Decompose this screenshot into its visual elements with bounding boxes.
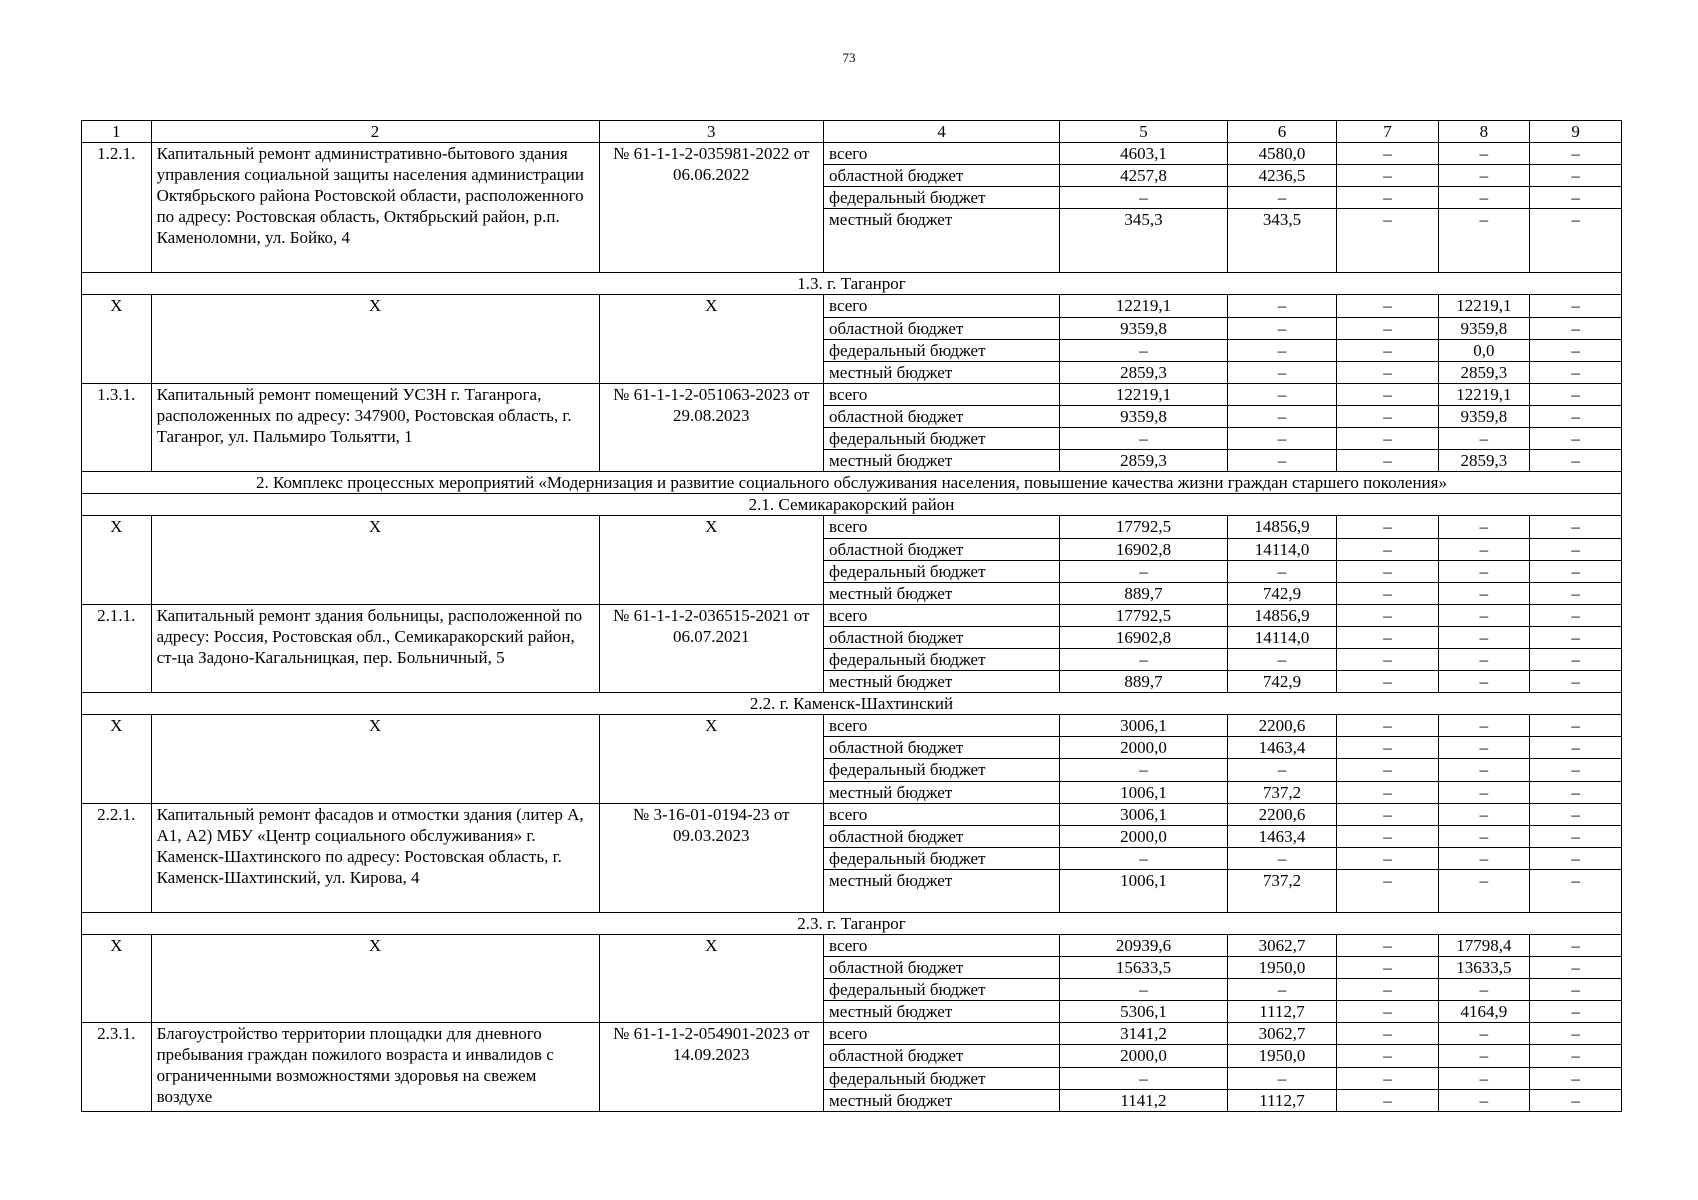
item-number: 2.3.1. xyxy=(82,1023,152,1111)
value-cell: 0,0 xyxy=(1438,339,1530,361)
value-cell: 2200,6 xyxy=(1227,715,1337,737)
value-cell: – xyxy=(1337,1045,1438,1067)
section-title: 1.3. г. Таганрог xyxy=(82,273,1622,295)
fund-label: всего xyxy=(824,143,1060,165)
fund-label: областной бюджет xyxy=(824,538,1060,560)
value-cell: – xyxy=(1227,187,1337,209)
fund-label: местный бюджет xyxy=(824,781,1060,803)
value-cell: – xyxy=(1530,737,1622,759)
value-cell: – xyxy=(1227,383,1337,405)
value-cell: – xyxy=(1438,781,1530,803)
value-cell: 5306,1 xyxy=(1060,1001,1228,1023)
value-cell: – xyxy=(1530,671,1622,693)
table-row xyxy=(82,383,1622,405)
item-name: Благоустройство территории площадки для дневного пребывания граждан пожилого возраста и инвалидов с ограниченными возможностями здоровья на свежем воздухе xyxy=(151,1023,599,1111)
value-cell: – xyxy=(1530,979,1622,1001)
value-cell: – xyxy=(1530,516,1622,538)
fund-label: местный бюджет xyxy=(824,361,1060,383)
fund-label: местный бюджет xyxy=(824,450,1060,472)
section-row xyxy=(82,472,1622,494)
value-cell: – xyxy=(1530,560,1622,582)
value-cell: – xyxy=(1530,361,1622,383)
value-cell: 1463,4 xyxy=(1227,737,1337,759)
table-header-row xyxy=(82,121,1622,143)
value-cell: – xyxy=(1438,869,1530,912)
value-cell: – xyxy=(1530,295,1622,317)
value-cell: – xyxy=(1530,209,1622,273)
fund-label: федеральный бюджет xyxy=(824,1067,1060,1089)
value-cell: – xyxy=(1530,935,1622,957)
fund-label: всего xyxy=(824,295,1060,317)
value-cell: – xyxy=(1530,1023,1622,1045)
value-cell: – xyxy=(1530,383,1622,405)
fund-label: всего xyxy=(824,383,1060,405)
value-cell: – xyxy=(1438,1045,1530,1067)
value-cell: – xyxy=(1530,339,1622,361)
value-cell: 2200,6 xyxy=(1227,803,1337,825)
value-cell: – xyxy=(1530,648,1622,670)
fund-label: областной бюджет xyxy=(824,317,1060,339)
x-mark: Х xyxy=(599,935,824,1023)
value-cell: – xyxy=(1060,187,1228,209)
value-cell: 889,7 xyxy=(1060,671,1228,693)
fund-label: всего xyxy=(824,803,1060,825)
value-cell: – xyxy=(1337,803,1438,825)
value-cell: – xyxy=(1438,428,1530,450)
table-row xyxy=(82,604,1622,626)
value-cell: 14114,0 xyxy=(1227,538,1337,560)
value-cell: 742,9 xyxy=(1227,582,1337,604)
value-cell: – xyxy=(1337,869,1438,912)
value-cell: – xyxy=(1337,450,1438,472)
table-row xyxy=(82,803,1622,825)
value-cell: – xyxy=(1337,187,1438,209)
value-cell: 3062,7 xyxy=(1227,935,1337,957)
fund-label: федеральный бюджет xyxy=(824,759,1060,781)
fund-label: федеральный бюджет xyxy=(824,847,1060,869)
value-cell: 20939,6 xyxy=(1060,935,1228,957)
item-name: Капитальный ремонт помещений УСЗН г. Таганрога, расположенных по адресу: 347900, Ростовская область, г. Таганрог, ул. Пальмиро Тольятти, 1 xyxy=(151,383,599,471)
fund-label: всего xyxy=(824,516,1060,538)
column-header: 7 xyxy=(1337,121,1438,143)
fund-label: всего xyxy=(824,715,1060,737)
value-cell: – xyxy=(1337,361,1438,383)
value-cell: – xyxy=(1438,1067,1530,1089)
value-cell: – xyxy=(1530,957,1622,979)
fund-label: федеральный бюджет xyxy=(824,187,1060,209)
value-cell: 12219,1 xyxy=(1060,295,1228,317)
table-row xyxy=(82,1023,1622,1045)
fund-label: областной бюджет xyxy=(824,737,1060,759)
value-cell: 1112,7 xyxy=(1227,1089,1337,1111)
value-cell: 4257,8 xyxy=(1060,165,1228,187)
value-cell: – xyxy=(1337,781,1438,803)
value-cell: 3062,7 xyxy=(1227,1023,1337,1045)
value-cell: – xyxy=(1227,405,1337,427)
column-header: 1 xyxy=(82,121,152,143)
value-cell: – xyxy=(1337,560,1438,582)
value-cell: 742,9 xyxy=(1227,671,1337,693)
value-cell: 9359,8 xyxy=(1060,317,1228,339)
fund-label: местный бюджет xyxy=(824,1089,1060,1111)
value-cell: – xyxy=(1438,979,1530,1001)
column-header: 5 xyxy=(1060,121,1228,143)
value-cell: 1141,2 xyxy=(1060,1089,1228,1111)
column-header: 4 xyxy=(824,121,1060,143)
value-cell: – xyxy=(1227,317,1337,339)
fund-label: областной бюджет xyxy=(824,405,1060,427)
fund-label: всего xyxy=(824,604,1060,626)
value-cell: – xyxy=(1530,405,1622,427)
fund-label: областной бюджет xyxy=(824,626,1060,648)
value-cell: 15633,5 xyxy=(1060,957,1228,979)
value-cell: – xyxy=(1337,759,1438,781)
item-document: № 61-1-1-2-036515-2021 от 06.07.2021 xyxy=(599,604,824,692)
value-cell: – xyxy=(1337,737,1438,759)
value-cell: – xyxy=(1337,383,1438,405)
financing-table xyxy=(81,120,1622,1112)
value-cell: – xyxy=(1530,1067,1622,1089)
column-header: 6 xyxy=(1227,121,1337,143)
value-cell: 1950,0 xyxy=(1227,1045,1337,1067)
value-cell: 737,2 xyxy=(1227,869,1337,912)
value-cell: – xyxy=(1337,979,1438,1001)
value-cell: – xyxy=(1530,582,1622,604)
value-cell: – xyxy=(1227,295,1337,317)
value-cell: – xyxy=(1227,979,1337,1001)
value-cell: 14856,9 xyxy=(1227,604,1337,626)
value-cell: – xyxy=(1227,560,1337,582)
fund-label: местный бюджет xyxy=(824,1001,1060,1023)
value-cell: 17792,5 xyxy=(1060,516,1228,538)
value-cell: 1950,0 xyxy=(1227,957,1337,979)
value-cell: 343,5 xyxy=(1227,209,1337,273)
value-cell: – xyxy=(1337,1067,1438,1089)
value-cell: 4236,5 xyxy=(1227,165,1337,187)
value-cell: 4603,1 xyxy=(1060,143,1228,165)
value-cell: – xyxy=(1438,847,1530,869)
value-cell: – xyxy=(1438,209,1530,273)
value-cell: 16902,8 xyxy=(1060,626,1228,648)
value-cell: – xyxy=(1060,979,1228,1001)
value-cell: – xyxy=(1438,648,1530,670)
value-cell: – xyxy=(1530,538,1622,560)
value-cell: – xyxy=(1060,648,1228,670)
value-cell: – xyxy=(1530,187,1622,209)
value-cell: – xyxy=(1337,209,1438,273)
value-cell: – xyxy=(1530,825,1622,847)
value-cell: – xyxy=(1530,165,1622,187)
item-name: Капитальный ремонт фасадов и отмостки здания (литер А, А1, А2) МБУ «Центр социального обслуживания» г. Каменск-Шахтинского по адресу: Ростовская область, г. Каменск-Шахтинский, ул. Кирова, 4 xyxy=(151,803,599,912)
value-cell: – xyxy=(1438,825,1530,847)
value-cell: 2000,0 xyxy=(1060,1045,1228,1067)
value-cell: – xyxy=(1530,1045,1622,1067)
fund-label: федеральный бюджет xyxy=(824,979,1060,1001)
value-cell: – xyxy=(1530,1001,1622,1023)
x-mark: Х xyxy=(151,516,599,604)
value-cell: – xyxy=(1337,671,1438,693)
value-cell: 17798,4 xyxy=(1438,935,1530,957)
value-cell: – xyxy=(1337,516,1438,538)
value-cell: 17792,5 xyxy=(1060,604,1228,626)
value-cell: – xyxy=(1438,582,1530,604)
page-number: 73 xyxy=(842,50,856,65)
table-row xyxy=(82,516,1622,538)
table-row xyxy=(82,715,1622,737)
item-name: Капитальный ремонт административно-бытового здания управления социальной защиты населения администрации Октябрьского района Ростовской области, расположенного по адресу: Ростовская область, Октябрьский район, р.п. Каменоломни, ул. Бойко, 4 xyxy=(151,143,599,273)
value-cell: – xyxy=(1337,1089,1438,1111)
fund-label: областной бюджет xyxy=(824,1045,1060,1067)
section-title: 2.2. г. Каменск-Шахтинский xyxy=(82,693,1622,715)
value-cell: – xyxy=(1337,715,1438,737)
section-row xyxy=(82,273,1622,295)
value-cell: 4164,9 xyxy=(1438,1001,1530,1023)
value-cell: – xyxy=(1438,626,1530,648)
value-cell: 13633,5 xyxy=(1438,957,1530,979)
value-cell: – xyxy=(1438,165,1530,187)
x-mark: Х xyxy=(151,715,599,803)
value-cell: – xyxy=(1530,317,1622,339)
value-cell: – xyxy=(1438,1023,1530,1045)
value-cell: – xyxy=(1060,847,1228,869)
value-cell: – xyxy=(1530,803,1622,825)
value-cell: – xyxy=(1337,626,1438,648)
value-cell: – xyxy=(1530,781,1622,803)
value-cell: 14114,0 xyxy=(1227,626,1337,648)
x-mark: Х xyxy=(151,935,599,1023)
value-cell: – xyxy=(1530,715,1622,737)
x-mark: Х xyxy=(599,715,824,803)
value-cell: – xyxy=(1438,560,1530,582)
fund-label: федеральный бюджет xyxy=(824,339,1060,361)
value-cell: – xyxy=(1337,957,1438,979)
value-cell: – xyxy=(1227,1067,1337,1089)
value-cell: – xyxy=(1227,361,1337,383)
value-cell: 3141,2 xyxy=(1060,1023,1228,1045)
value-cell: – xyxy=(1337,428,1438,450)
column-header: 9 xyxy=(1530,121,1622,143)
value-cell: 2000,0 xyxy=(1060,825,1228,847)
value-cell: 16902,8 xyxy=(1060,538,1228,560)
item-document: № 61-1-1-2-051063-2023 от 29.08.2023 xyxy=(599,383,824,471)
value-cell: – xyxy=(1530,847,1622,869)
value-cell: 2859,3 xyxy=(1060,450,1228,472)
fund-label: местный бюджет xyxy=(824,869,1060,912)
x-mark: Х xyxy=(82,295,152,383)
value-cell: 889,7 xyxy=(1060,582,1228,604)
value-cell: 1006,1 xyxy=(1060,781,1228,803)
value-cell: – xyxy=(1227,847,1337,869)
item-number: 1.3.1. xyxy=(82,383,152,471)
value-cell: – xyxy=(1060,339,1228,361)
value-cell: – xyxy=(1438,759,1530,781)
value-cell: 9359,8 xyxy=(1438,317,1530,339)
fund-label: федеральный бюджет xyxy=(824,648,1060,670)
value-cell: – xyxy=(1337,582,1438,604)
value-cell: – xyxy=(1337,604,1438,626)
value-cell: – xyxy=(1337,847,1438,869)
table-row xyxy=(82,295,1622,317)
value-cell: 1006,1 xyxy=(1060,869,1228,912)
value-cell: – xyxy=(1337,295,1438,317)
value-cell: – xyxy=(1530,759,1622,781)
value-cell: – xyxy=(1530,428,1622,450)
value-cell: 2859,3 xyxy=(1438,361,1530,383)
value-cell: – xyxy=(1337,405,1438,427)
value-cell: 2000,0 xyxy=(1060,737,1228,759)
fund-label: всего xyxy=(824,1023,1060,1045)
item-document: № 61-1-1-2-035981-2022 от 06.06.2022 xyxy=(599,143,824,273)
value-cell: – xyxy=(1530,143,1622,165)
value-cell: 12219,1 xyxy=(1438,383,1530,405)
value-cell: 1112,7 xyxy=(1227,1001,1337,1023)
fund-label: местный бюджет xyxy=(824,671,1060,693)
fund-label: всего xyxy=(824,935,1060,957)
item-document: № 61-1-1-2-054901-2023 от 14.09.2023 xyxy=(599,1023,824,1111)
value-cell: – xyxy=(1227,339,1337,361)
item-number: 2.1.1. xyxy=(82,604,152,692)
value-cell: – xyxy=(1337,339,1438,361)
value-cell: – xyxy=(1227,450,1337,472)
table-row xyxy=(82,143,1622,165)
item-name: Капитальный ремонт здания больницы, расположенной по адресу: Россия, Ростовская обл., Семикаракорский район, ст-ца Задоно-Кагальницкая, пер. Больничный, 5 xyxy=(151,604,599,692)
item-number: 1.2.1. xyxy=(82,143,152,273)
value-cell: – xyxy=(1438,538,1530,560)
value-cell: 4580,0 xyxy=(1227,143,1337,165)
value-cell: 9359,8 xyxy=(1060,405,1228,427)
value-cell: 9359,8 xyxy=(1438,405,1530,427)
value-cell: – xyxy=(1337,935,1438,957)
value-cell: – xyxy=(1060,759,1228,781)
value-cell: 12219,1 xyxy=(1438,295,1530,317)
value-cell: – xyxy=(1438,803,1530,825)
value-cell: – xyxy=(1438,516,1530,538)
value-cell: 12219,1 xyxy=(1060,383,1228,405)
x-mark: Х xyxy=(82,715,152,803)
value-cell: – xyxy=(1227,648,1337,670)
value-cell: 2859,3 xyxy=(1438,450,1530,472)
value-cell: – xyxy=(1438,1089,1530,1111)
value-cell: – xyxy=(1227,759,1337,781)
value-cell: – xyxy=(1060,428,1228,450)
value-cell: 3006,1 xyxy=(1060,803,1228,825)
column-header: 2 xyxy=(151,121,599,143)
item-document: № 3-16-01-0194-23 от 09.03.2023 xyxy=(599,803,824,912)
fund-label: областной бюджет xyxy=(824,825,1060,847)
x-mark: Х xyxy=(82,516,152,604)
value-cell: 1463,4 xyxy=(1227,825,1337,847)
item-number: 2.2.1. xyxy=(82,803,152,912)
section-title: 2.1. Семикаракорский район xyxy=(82,494,1622,516)
x-mark: Х xyxy=(599,295,824,383)
section-title: 2.3. г. Таганрог xyxy=(82,912,1622,934)
value-cell: – xyxy=(1530,604,1622,626)
fund-label: местный бюджет xyxy=(824,209,1060,273)
value-cell: 2859,3 xyxy=(1060,361,1228,383)
section-title: 2. Комплекс процессных мероприятий «Модернизация и развитие социального обслуживания населения, повышение качества жизни граждан старшего поколения» xyxy=(82,472,1622,494)
value-cell: – xyxy=(1530,450,1622,472)
value-cell: – xyxy=(1438,604,1530,626)
value-cell: 3006,1 xyxy=(1060,715,1228,737)
value-cell: – xyxy=(1438,715,1530,737)
column-header: 3 xyxy=(599,121,824,143)
section-row xyxy=(82,494,1622,516)
value-cell: – xyxy=(1227,428,1337,450)
value-cell: 737,2 xyxy=(1227,781,1337,803)
value-cell: 14856,9 xyxy=(1227,516,1337,538)
table-row xyxy=(82,935,1622,957)
value-cell: – xyxy=(1337,143,1438,165)
x-mark: Х xyxy=(151,295,599,383)
x-mark: Х xyxy=(599,516,824,604)
section-row xyxy=(82,912,1622,934)
value-cell: – xyxy=(1530,869,1622,912)
fund-label: областной бюджет xyxy=(824,165,1060,187)
value-cell: – xyxy=(1337,1001,1438,1023)
x-mark: Х xyxy=(82,935,152,1023)
fund-label: федеральный бюджет xyxy=(824,560,1060,582)
fund-label: областной бюджет xyxy=(824,957,1060,979)
value-cell: – xyxy=(1438,737,1530,759)
section-row xyxy=(82,693,1622,715)
value-cell: – xyxy=(1337,648,1438,670)
value-cell: 345,3 xyxy=(1060,209,1228,273)
fund-label: местный бюджет xyxy=(824,582,1060,604)
fund-label: федеральный бюджет xyxy=(824,428,1060,450)
value-cell: – xyxy=(1337,825,1438,847)
value-cell: – xyxy=(1438,143,1530,165)
value-cell: – xyxy=(1337,538,1438,560)
value-cell: – xyxy=(1337,1023,1438,1045)
column-header: 8 xyxy=(1438,121,1530,143)
value-cell: – xyxy=(1438,187,1530,209)
value-cell: – xyxy=(1060,560,1228,582)
value-cell: – xyxy=(1337,165,1438,187)
value-cell: – xyxy=(1530,626,1622,648)
value-cell: – xyxy=(1060,1067,1228,1089)
value-cell: – xyxy=(1530,1089,1622,1111)
value-cell: – xyxy=(1438,671,1530,693)
value-cell: – xyxy=(1337,317,1438,339)
